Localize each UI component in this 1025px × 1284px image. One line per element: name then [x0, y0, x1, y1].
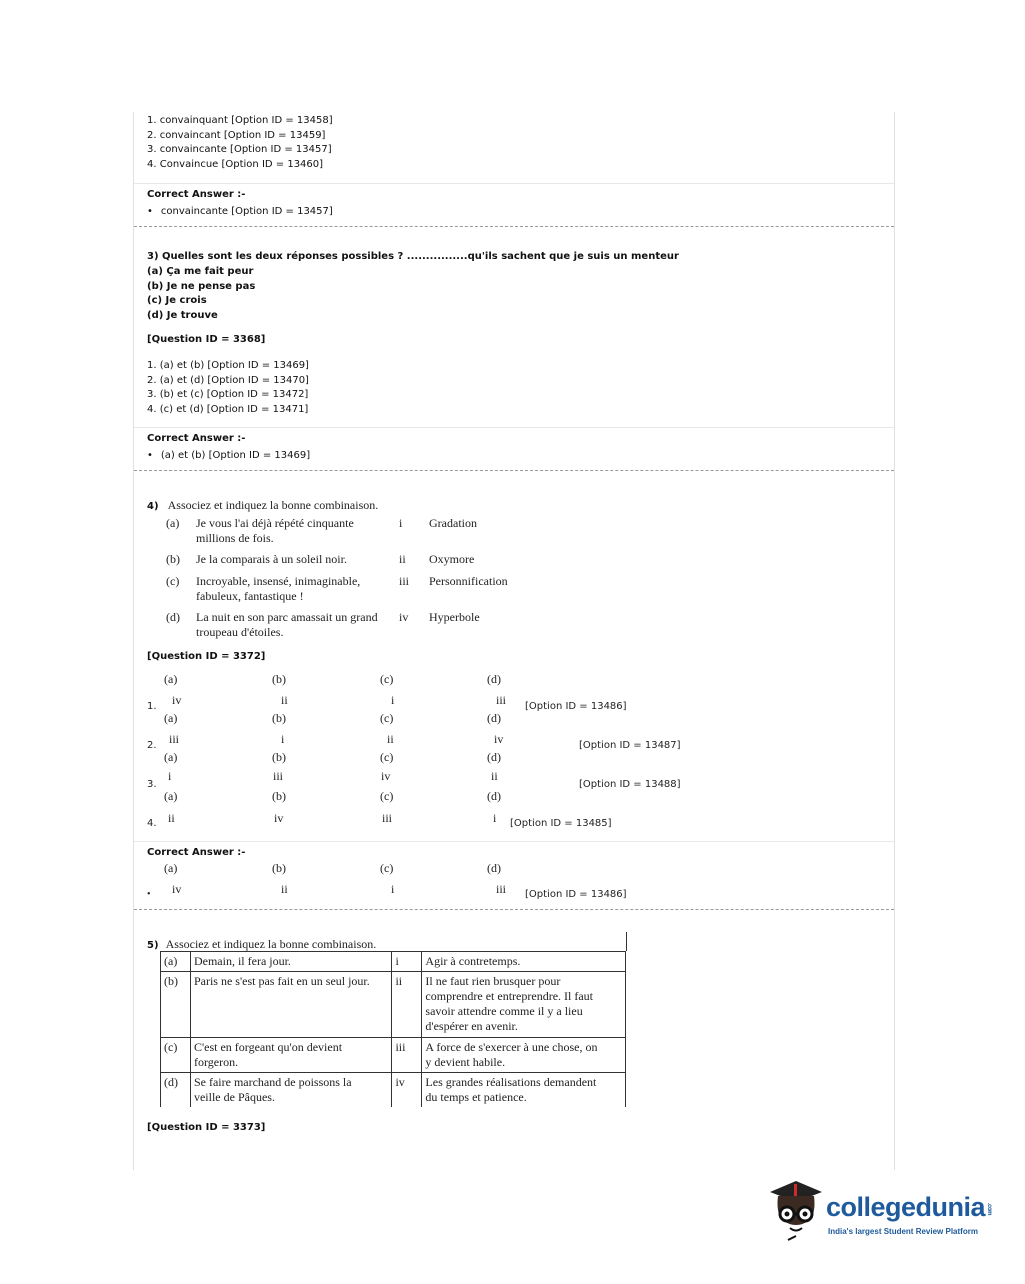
- q4-col-header: (a): [164, 750, 178, 764]
- q4-option-value: iv: [494, 732, 504, 746]
- q4-option-value: ii: [387, 732, 394, 746]
- q5-row-right-line: d'espérer en avenir.: [425, 1019, 518, 1033]
- q5-row-right-line: y devient habile.: [425, 1055, 506, 1069]
- q5-row-key: (a): [161, 952, 191, 972]
- q4-option-value: iii: [273, 769, 284, 783]
- q4-option-id: [Option ID = 13486]: [525, 701, 627, 712]
- divider: [134, 427, 894, 428]
- divider: [134, 183, 894, 184]
- q4-correct-value: i: [391, 882, 395, 896]
- q5-number: 5): [147, 940, 159, 951]
- q5-row-num: ii: [392, 972, 422, 1038]
- q4-correct-value: ii: [281, 882, 288, 896]
- q5-row-right-line: Il ne faut rien brusquer pour: [425, 974, 561, 988]
- q5-row-left-line: forgeron.: [193, 1055, 239, 1069]
- q2-options: [147, 114, 333, 172]
- q2-correct-answer: • convaincante [Option ID = 13457]: [147, 205, 333, 220]
- q3-choice-a: (a) Ça me fait peur: [147, 266, 254, 277]
- q5-row-right-line: savoir attendre comme il y a lieu: [425, 1004, 583, 1018]
- section-divider: [134, 226, 894, 227]
- q5-text: Associez et indiquez la bonne combinaison.: [165, 937, 377, 951]
- q5-table-frame: [394, 932, 627, 951]
- q4-row-text: Je la comparais à un soleil noir.: [196, 552, 347, 566]
- logo-wordmark: [826, 1192, 992, 1223]
- q4-correct-label: Correct Answer :-: [147, 847, 246, 858]
- q4-correct-value: iii: [496, 882, 507, 896]
- q4-row-text: Incroyable, insensé, inimaginable,: [196, 574, 361, 588]
- q4-row-num: i: [399, 516, 403, 530]
- q5-row-left-line: veille de Pâques.: [193, 1090, 275, 1104]
- q2-correct-label: Correct Answer :-: [147, 189, 246, 200]
- q4-options-grid: [134, 672, 894, 832]
- collegedunia-logo[interactable]: [766, 1178, 996, 1248]
- q4-col-header: (a): [164, 861, 178, 875]
- q4-col-header: (a): [164, 711, 178, 725]
- section-divider: [134, 470, 894, 471]
- q4-correct-answer: [134, 861, 894, 903]
- q5-row-right-line: A force de s'exercer à une chose, on: [425, 1040, 598, 1054]
- q4-option-value: i: [391, 693, 395, 707]
- q4-col-header: (c): [380, 861, 394, 875]
- q4-option-id: [Option ID = 13488]: [579, 779, 681, 790]
- q4-option-value: iv: [274, 811, 284, 825]
- q2-option-2: 2. convaincant [Option ID = 13459]: [147, 129, 326, 141]
- q3-options: [147, 359, 309, 417]
- q5-row-left-line: Se faire marchand de poissons la: [193, 1075, 352, 1089]
- q3-question: [147, 250, 679, 265]
- q5-row-right-line: du temps et patience.: [425, 1090, 527, 1104]
- q5-row-right: [422, 1073, 626, 1108]
- q3-number: 3): [147, 251, 159, 262]
- q4-option-value: iii: [382, 811, 393, 825]
- q4-col-header: (d): [487, 672, 501, 686]
- q4-col-header: (d): [487, 789, 501, 803]
- q5-row-right: [422, 952, 626, 972]
- q4-option-id: [Option ID = 13485]: [510, 818, 612, 829]
- q4-option-number: 1.: [147, 701, 157, 712]
- q5-row-left-line: C'est en forgeant qu'on devient: [193, 1040, 343, 1054]
- q4-option-value: i: [493, 811, 497, 825]
- q3-text: Quelles sont les deux réponses possibles ? ................qu'ils sachent que je suis un menteur: [162, 251, 679, 262]
- q4-row-text-cont: fabuleux, fantastique !: [196, 589, 304, 603]
- q4-question-id: [Question ID = 3372]: [147, 651, 266, 662]
- q4-option-number: 4.: [147, 818, 157, 829]
- q2-option-1: 1. convainquant [Option ID = 13458]: [147, 115, 333, 126]
- q3-choice-b: (b) Je ne pense pas: [147, 280, 256, 292]
- q5-row-num: iv: [392, 1073, 422, 1108]
- q5-row-left: [190, 1073, 392, 1108]
- logo-tagline: India's largest Student Review Platform: [828, 1227, 978, 1236]
- q4-col-header: (d): [487, 711, 501, 725]
- q3-choice-c: (c) Je crois: [147, 295, 207, 307]
- q5-row-left: [190, 972, 392, 1038]
- q4-option-value: iii: [496, 693, 507, 707]
- q4-row-text: La nuit en son parc amassait un grand: [196, 610, 378, 624]
- q4-option-value: i: [281, 732, 285, 746]
- exam-page: [133, 112, 895, 1170]
- q4-col-header: (a): [164, 789, 178, 803]
- q4-row-text: Je vous l'ai déjà répété cinquante: [196, 516, 354, 530]
- q5-row-key: (d): [161, 1073, 191, 1108]
- q5-row: [161, 952, 626, 972]
- q5-question-id: [Question ID = 3373]: [147, 1122, 266, 1133]
- q4-option-value: i: [168, 769, 172, 783]
- q3-correct-answer: • (a) et (b) [Option ID = 13469]: [147, 449, 310, 464]
- q4-option-value: ii: [491, 769, 498, 783]
- q4-row-match: Gradation: [429, 516, 477, 530]
- q4-row-text-cont: millions de fois.: [196, 531, 274, 545]
- q4-row-match: Oxymore: [429, 552, 475, 566]
- q4-row-text-cont: troupeau d'étoiles.: [196, 625, 284, 639]
- bullet-icon: •: [147, 889, 151, 900]
- q4-option-value: ii: [281, 693, 288, 707]
- q4-question: [147, 494, 378, 515]
- q5-row-left-line: Demain, il fera jour.: [193, 954, 291, 968]
- q5-row-right: [422, 1038, 626, 1073]
- q5-row-right-line: comprendre et entreprendre. Il faut: [425, 989, 593, 1003]
- q5-row-left-line: Paris ne s'est pas fait en un seul jour.: [193, 974, 370, 988]
- q4-option-id: [Option ID = 13487]: [579, 740, 681, 751]
- q4-col-header: (b): [272, 750, 286, 764]
- q4-option-value: iv: [381, 769, 391, 783]
- logo-suffix: .com: [986, 1202, 993, 1215]
- q5-row: [161, 972, 626, 1038]
- q4-option-value: iii: [169, 732, 180, 746]
- divider: [134, 841, 894, 842]
- q4-col-header: (b): [272, 861, 286, 875]
- q4-row-match: Hyperbole: [429, 610, 480, 624]
- q4-col-header: (c): [380, 672, 394, 686]
- q4-option-number: 3.: [147, 779, 157, 790]
- q4-row-num: ii: [399, 552, 406, 566]
- q5-match-table: [160, 951, 626, 1107]
- q4-col-header: (c): [380, 789, 394, 803]
- q5-row: [161, 1073, 626, 1108]
- q4-col-header: (c): [380, 750, 394, 764]
- logo-name: collegedunia: [826, 1192, 986, 1222]
- q3-question-id: [Question ID = 3368]: [147, 334, 266, 345]
- q4-row-key: (d): [166, 610, 180, 624]
- q4-option-value: iv: [172, 693, 182, 707]
- q4-row-key: (b): [166, 552, 180, 566]
- q4-col-header: (b): [272, 711, 286, 725]
- q4-row-num: iv: [399, 610, 409, 624]
- q4-row-match: Personnification: [429, 574, 508, 588]
- q3-option-2: 2. (a) et (d) [Option ID = 13470]: [147, 374, 309, 386]
- q4-row-key: (c): [166, 574, 180, 588]
- q5-row-right: [422, 972, 626, 1038]
- q3-option-1: 1. (a) et (b) [Option ID = 13469]: [147, 360, 309, 371]
- q4-col-header: (d): [487, 750, 501, 764]
- q4-option-value: ii: [168, 811, 175, 825]
- graduate-mascot-icon: [766, 1178, 826, 1248]
- q5-row-num: iii: [392, 1038, 422, 1073]
- q4-col-header: (c): [380, 711, 394, 725]
- q4-correct-option-id: [Option ID = 13486]: [525, 889, 627, 900]
- q4-number: 4): [147, 501, 159, 512]
- q4-text: Associez et indiquez la bonne combinaison.: [167, 498, 379, 512]
- q2-option-3: 3. convaincante [Option ID = 13457]: [147, 144, 332, 156]
- q4-col-header: (d): [487, 861, 501, 875]
- q4-row-num: iii: [399, 574, 410, 588]
- q3-choices: [147, 265, 255, 323]
- q5-row-left: [190, 952, 392, 972]
- q4-col-header: (b): [272, 789, 286, 803]
- q5-row-key: (b): [161, 972, 191, 1038]
- section-divider: [134, 909, 894, 910]
- q4-option-number: 2.: [147, 740, 157, 751]
- q5-row-key: (c): [161, 1038, 191, 1073]
- q3-option-4: 4. (c) et (d) [Option ID = 13471]: [147, 403, 309, 415]
- q3-choice-d: (d) Je trouve: [147, 309, 218, 321]
- q5-row-num: i: [392, 952, 422, 972]
- q4-col-header: (b): [272, 672, 286, 686]
- q5-row-right-line: Les grandes réalisations demandent: [425, 1075, 597, 1089]
- q4-row-key: (a): [166, 516, 180, 530]
- q5-row-left: [190, 1038, 392, 1073]
- q3-option-3: 3. (b) et (c) [Option ID = 13472]: [147, 389, 309, 401]
- q5-row: [161, 1038, 626, 1073]
- q4-col-header: (a): [164, 672, 178, 686]
- q3-correct-label: Correct Answer :-: [147, 433, 246, 444]
- q4-correct-value: iv: [172, 882, 182, 896]
- q5-row-right-line: Agir à contretemps.: [425, 954, 521, 968]
- q2-option-4: 4. Convaincue [Option ID = 13460]: [147, 158, 324, 170]
